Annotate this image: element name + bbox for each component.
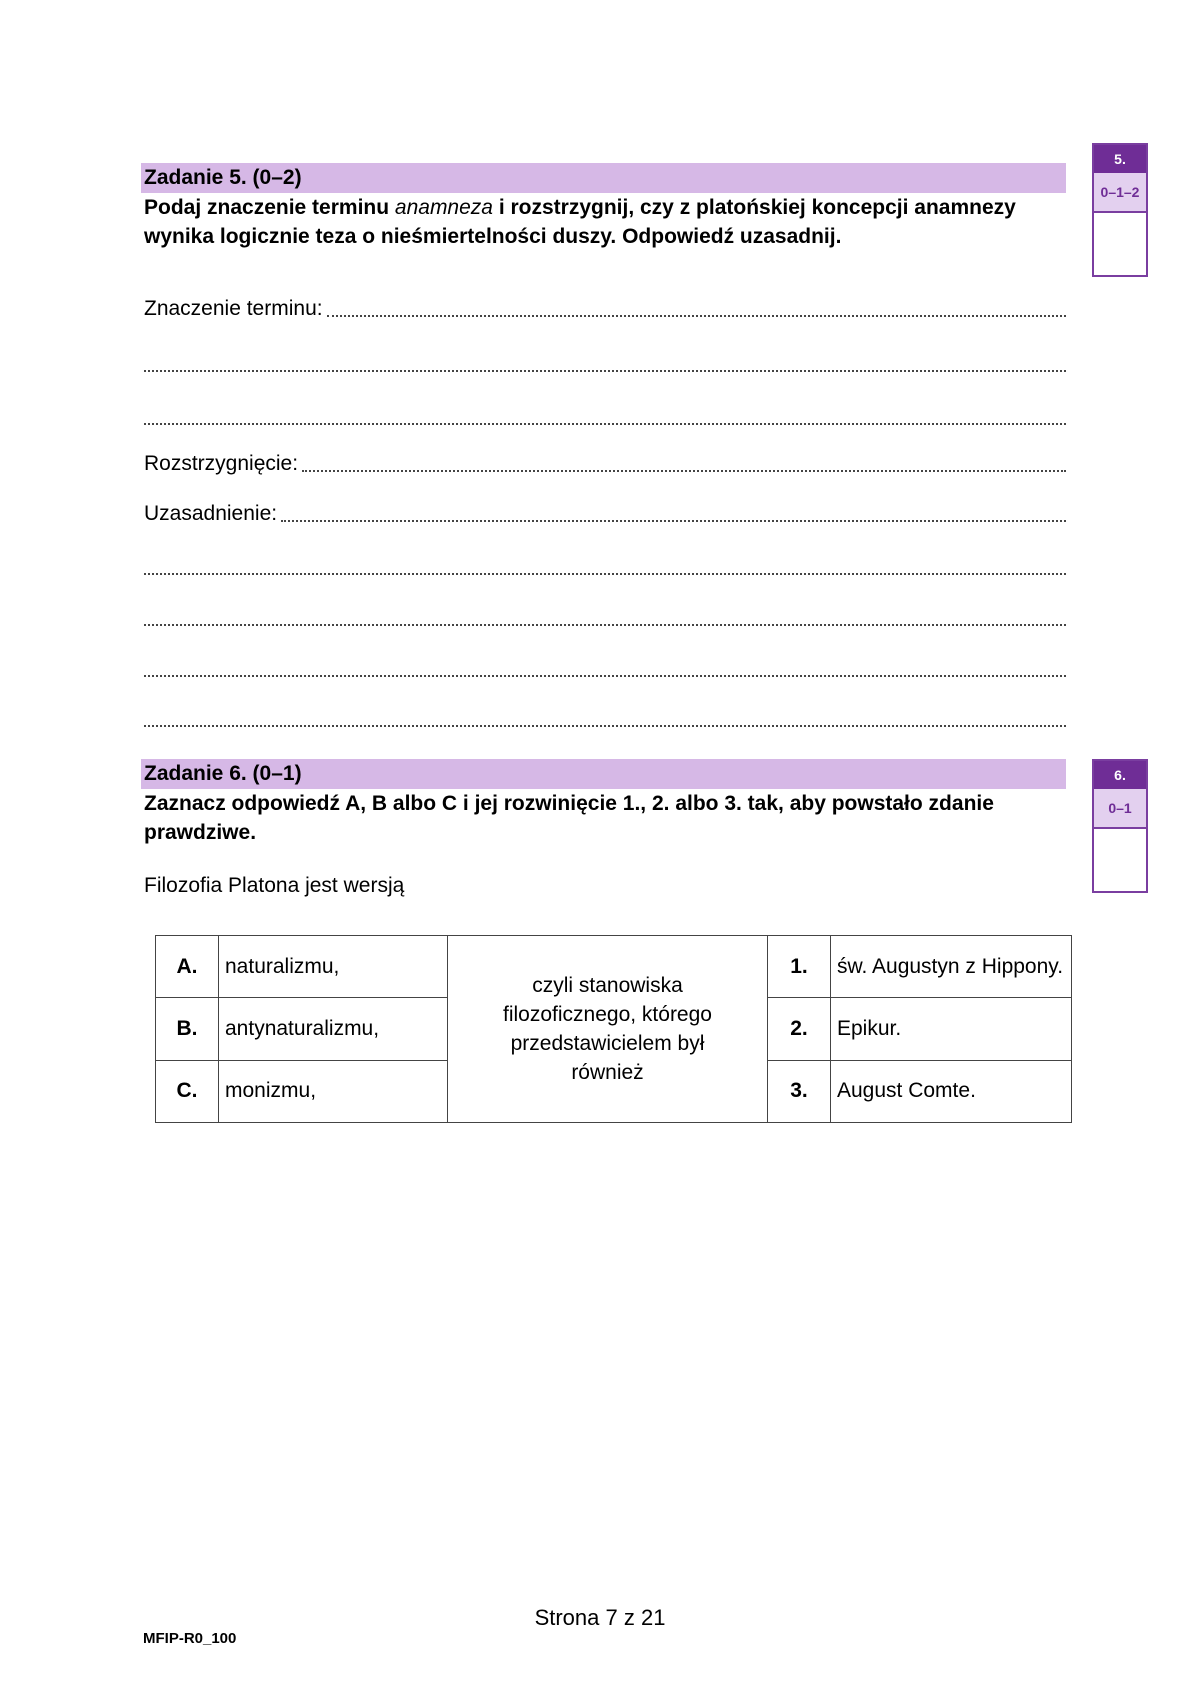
option-c-text[interactable]: monizmu, — [219, 1060, 448, 1122]
option-3-number[interactable]: 3. — [768, 1060, 831, 1122]
option-1-number[interactable]: 1. — [768, 936, 831, 998]
answer-line[interactable] — [144, 705, 1066, 731]
task-6-score-number: 6. — [1094, 761, 1146, 789]
option-3-text[interactable]: August Comte. — [831, 1060, 1072, 1122]
decision-answer-line[interactable] — [144, 450, 1066, 476]
option-1-text[interactable]: św. Augustyn z Hippony. — [831, 936, 1072, 998]
middle-connector: czyli stanowiska filozoficznego, którego przedstawicielem był również — [448, 936, 768, 1123]
option-c-letter[interactable]: C. — [156, 1060, 219, 1122]
task-6-score-range: 0–1 — [1094, 789, 1146, 829]
task-6-choice-table — [155, 935, 1072, 1123]
answer-line[interactable] — [144, 350, 1066, 376]
task-5-header: Zadanie 5. (0–2) — [141, 163, 1066, 193]
task-6-score-box — [1092, 759, 1148, 893]
task-6-header: Zadanie 6. (0–1) — [141, 759, 1066, 789]
decision-label: Rozstrzygnięcie: — [144, 452, 299, 475]
option-b-letter[interactable]: B. — [156, 998, 219, 1060]
task-6 — [141, 759, 1066, 847]
meaning-answer-line[interactable] — [144, 295, 1066, 321]
meaning-label: Znaczenie terminu: — [144, 297, 323, 320]
option-2-number[interactable]: 2. — [768, 998, 831, 1060]
term-anamneza: anamneza — [394, 196, 493, 219]
answer-line[interactable] — [144, 553, 1066, 579]
answer-line[interactable] — [144, 655, 1066, 681]
table-row — [156, 936, 1072, 998]
justification-label: Uzasadnienie: — [144, 502, 278, 525]
task-5-score-field[interactable] — [1094, 213, 1146, 275]
option-b-text[interactable]: antynaturalizmu, — [219, 998, 448, 1060]
page-number: Strona 7 z 21 — [534, 1605, 666, 1630]
answer-line[interactable] — [144, 604, 1066, 630]
justification-answer-line[interactable] — [144, 500, 1066, 526]
exam-code: MFIP-R0_100 — [143, 1630, 237, 1647]
option-2-text[interactable]: Epikur. — [831, 998, 1072, 1060]
task-6-instruction: Zaznacz odpowiedź A, B albo C i jej rozwinięcie 1., 2. albo 3. tak, aby powstało zdanie prawdziwe. — [144, 792, 994, 844]
task-6-score-field[interactable] — [1094, 829, 1146, 891]
answer-line[interactable] — [144, 403, 1066, 429]
option-a-text[interactable]: naturalizmu, — [219, 936, 448, 998]
option-a-letter[interactable]: A. — [156, 936, 219, 998]
task-5-score-number: 5. — [1094, 145, 1146, 173]
task-5-answer-area — [141, 0, 1066, 800]
task-6-lead-sentence: Filozofia Platona jest wersją — [144, 874, 405, 897]
task-5-score-range: 0–1–2 — [1094, 173, 1146, 213]
task-5-score-box — [1092, 143, 1148, 277]
task-5-instruction: Podaj znaczenie terminu anamneza i rozstrzygnij, czy z platońskiej koncepcji anamnezy wynika logicznie teza o nieśmiertelności duszy. Odpowiedź uzasadnij. — [144, 196, 1016, 248]
